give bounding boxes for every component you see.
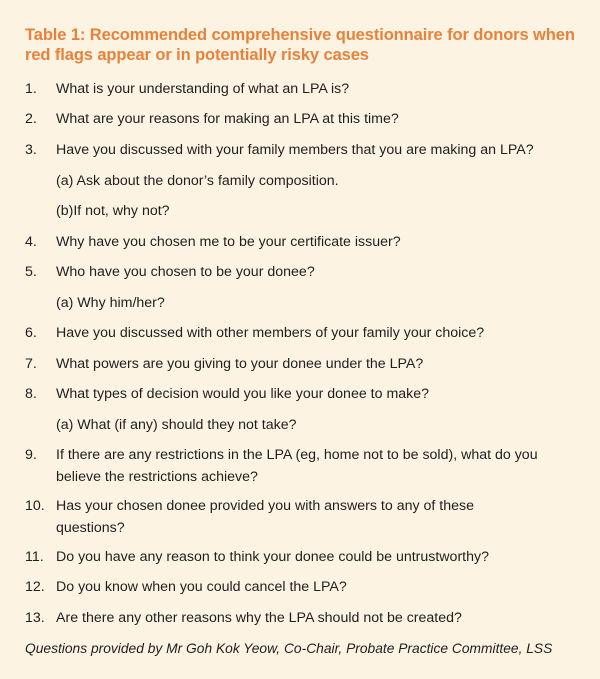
question-text: Has your chosen donee provided you with answers to any of these questions? bbox=[56, 498, 474, 536]
question-text: What are your reasons for making an LPA at this time? bbox=[56, 111, 399, 127]
question-text: Have you discussed with your family members that you are making an LPA? bbox=[56, 142, 534, 158]
question-text: Do you have any reason to think your donee could be untrustworthy? bbox=[56, 549, 489, 565]
table-title: Table 1: Recommended comprehensive questionnaire for donors when red flags appear or in potentially risky cases bbox=[25, 26, 575, 64]
question-text: Are there any other reasons why the LPA should not be created? bbox=[56, 610, 462, 626]
question-number: 8. bbox=[25, 386, 37, 402]
question-number: 5. bbox=[25, 264, 37, 280]
sub-question-text: (a) Why him/her? bbox=[56, 295, 165, 311]
question-text: Have you discussed with other members of your family your choice? bbox=[56, 325, 485, 341]
question-number: 13. bbox=[25, 610, 45, 626]
question-number: 11. bbox=[25, 549, 44, 565]
question-text: Do you know when you could cancel the LPA? bbox=[56, 579, 347, 595]
sub-question-text: (b)If not, why not? bbox=[56, 203, 170, 219]
question-text: Who have you chosen to be your donee? bbox=[56, 264, 315, 280]
question-number: 1. bbox=[25, 81, 37, 97]
question-number: 7. bbox=[25, 356, 37, 372]
question-text: What powers are you giving to your donee under the LPA? bbox=[56, 356, 424, 372]
question-number: 2. bbox=[25, 111, 37, 127]
sub-question-text: (a) Ask about the donor’s family composition. bbox=[56, 173, 339, 189]
question-number: 6. bbox=[25, 325, 37, 341]
question-text: What types of decision would you like your donee to make? bbox=[56, 386, 430, 402]
sub-question-text: (a) What (if any) should they not take? bbox=[56, 417, 297, 433]
question-text: What is your understanding of what an LPA is? bbox=[56, 81, 350, 97]
question-number: 12. bbox=[25, 579, 45, 595]
question-number: 9. bbox=[25, 447, 37, 463]
question-text: If there are any restrictions in the LPA (eg, home not to be sold), what do you believe the restrictions achieve? bbox=[56, 447, 538, 485]
question-number: 4. bbox=[25, 234, 37, 250]
source-credit: Questions provided by Mr Goh Kok Yeow, Co-Chair, Probate Practice Committee, LSS bbox=[25, 641, 553, 656]
question-text: Why have you chosen me to be your certificate issuer? bbox=[56, 234, 401, 250]
question-number: 3. bbox=[25, 142, 37, 158]
question-number: 10. bbox=[25, 498, 45, 514]
